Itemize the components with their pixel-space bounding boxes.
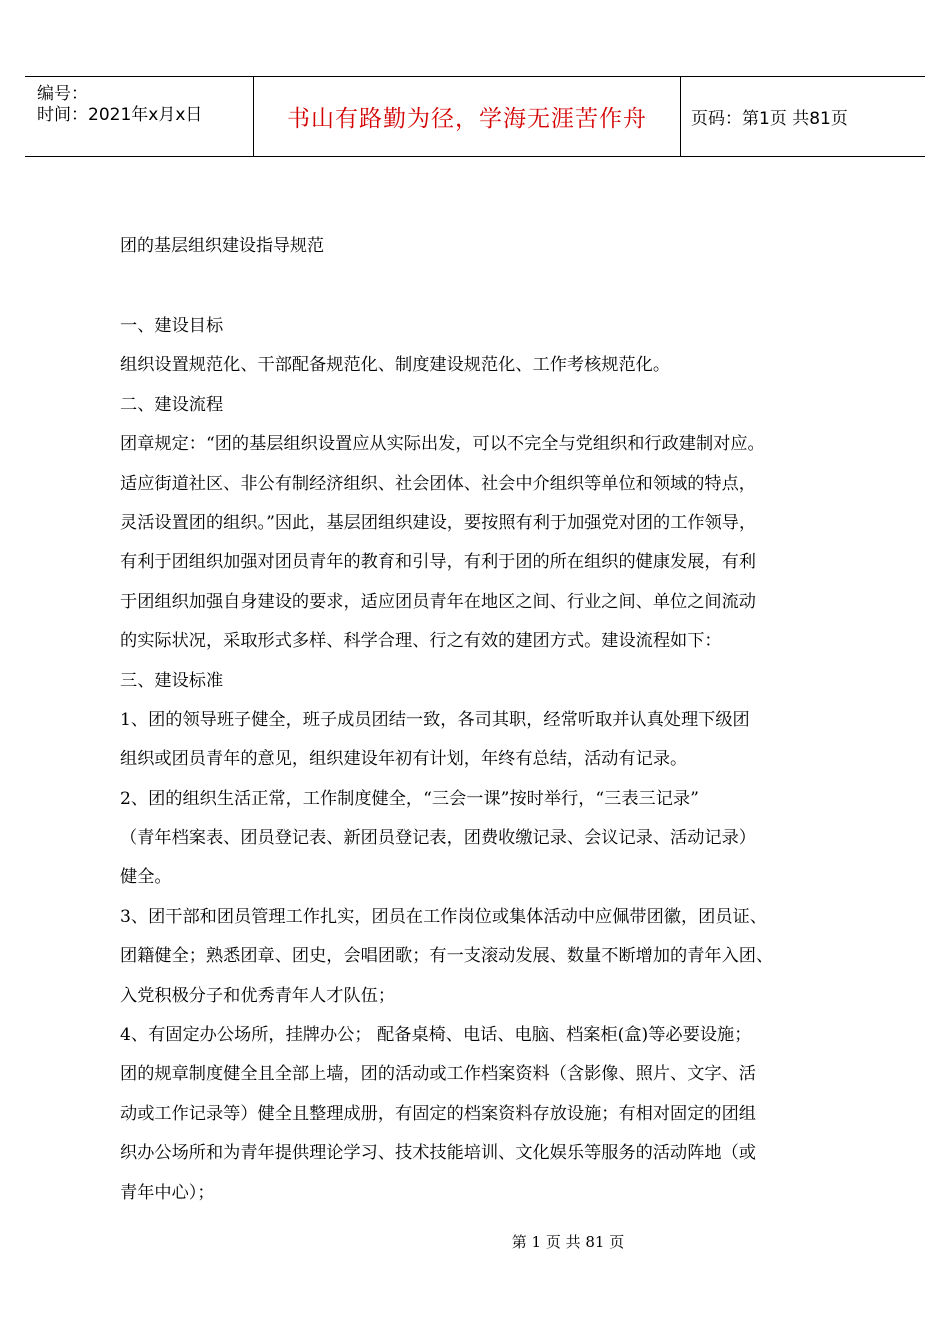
body-line: 二、建设流程 bbox=[120, 394, 224, 415]
body-line: （青年档案表、团员登记表、新团员登记表，团费收缴记录、会议记录、活动记录） bbox=[120, 828, 756, 849]
body-line: 入党积极分子和优秀青年人才队伍； bbox=[120, 985, 396, 1006]
body-line: 2、团的组织生活正常，工作制度健全，“三会一课”按时举行，“三表三记录” bbox=[120, 788, 699, 809]
body-line: 有利于团组织加强对团员青年的教育和引导，有利于团的所在组织的健康发展，有利 bbox=[120, 552, 756, 573]
body-line: 团章规定：“团的基层组织设置应从实际出发，可以不完全与党组织和行政建制对应。 bbox=[120, 434, 765, 455]
body-line: 1、团的领导班子健全，班子成员团结一致，各司其职，经常听取并认真处理下级团 bbox=[120, 709, 750, 730]
body-line: 3、团干部和团员管理工作扎实，团员在工作岗位或集体活动中应佩带团徽，团员证、 bbox=[120, 906, 767, 927]
body-line: 动或工作记录等）健全且整理成册，有固定的档案资料存放设施；有相对固定的团组 bbox=[120, 1103, 756, 1124]
header-page-code: 页码：第1页 共81页 bbox=[691, 109, 848, 129]
body-line: 团的规章制度健全且全部上墙，团的活动或工作档案资料（含影像、照片、文字、活 bbox=[120, 1064, 756, 1085]
body-line: 三、建设标准 bbox=[120, 670, 224, 691]
body-line: 团籍健全；熟悉团章、团史，会唱团歌；有一支滚动发展、数量不断增加的青年入团、 bbox=[120, 946, 774, 967]
header-motto-cell bbox=[253, 77, 681, 156]
body-line: 4、有固定办公场所，挂牌办公； 配备桌椅、电话、电脑、档案柜(盒)等必要设施； bbox=[120, 1025, 752, 1046]
body-line: 健全。 bbox=[120, 867, 172, 888]
header-page-cell bbox=[681, 77, 925, 156]
body-line: 适应街道社区、非公有制经济组织、社会团体、社会中介组织等单位和领域的特点， bbox=[120, 473, 756, 494]
header-meta-cell bbox=[25, 77, 253, 156]
body-line: 于团组织加强自身建设的要求，适应团员青年在地区之间、行业之间、单位之间流动 bbox=[120, 591, 756, 612]
body-line: 组织或团员青年的意见，组织建设年初有计划，年终有总结，活动有记录。 bbox=[120, 749, 688, 770]
body-line: 组织设置规范化、干部配备规范化、制度建设规范化、工作考核规范化。 bbox=[120, 355, 671, 376]
page-footer: 第 1 页 共 81 页 bbox=[511, 1233, 625, 1251]
body-line: 织办公场所和为青年提供理论学习、技术技能培训、文化娱乐等服务的活动阵地（或 bbox=[120, 1143, 756, 1164]
page-header bbox=[25, 76, 925, 157]
document-body bbox=[120, 313, 860, 1219]
body-line: 青年中心）； bbox=[120, 1182, 215, 1203]
body-line: 灵活设置团的组织。”因此，基层团组织建设，要按照有利于加强党对团的工作领导， bbox=[120, 512, 757, 533]
document-title: 团的基层组织建设指导规范 bbox=[120, 236, 324, 256]
body-line: 一、建设目标 bbox=[120, 316, 224, 336]
header-motto: 书山有路勤为径，学海无涯苦作舟 bbox=[287, 106, 647, 132]
document-time-label: 时间：2021年x月x日 bbox=[37, 105, 203, 125]
document-number-label: 编号： bbox=[37, 84, 88, 104]
body-line: 的实际状况，采取形式多样、科学合理、行之有效的建团方式。建设流程如下： bbox=[120, 631, 722, 652]
